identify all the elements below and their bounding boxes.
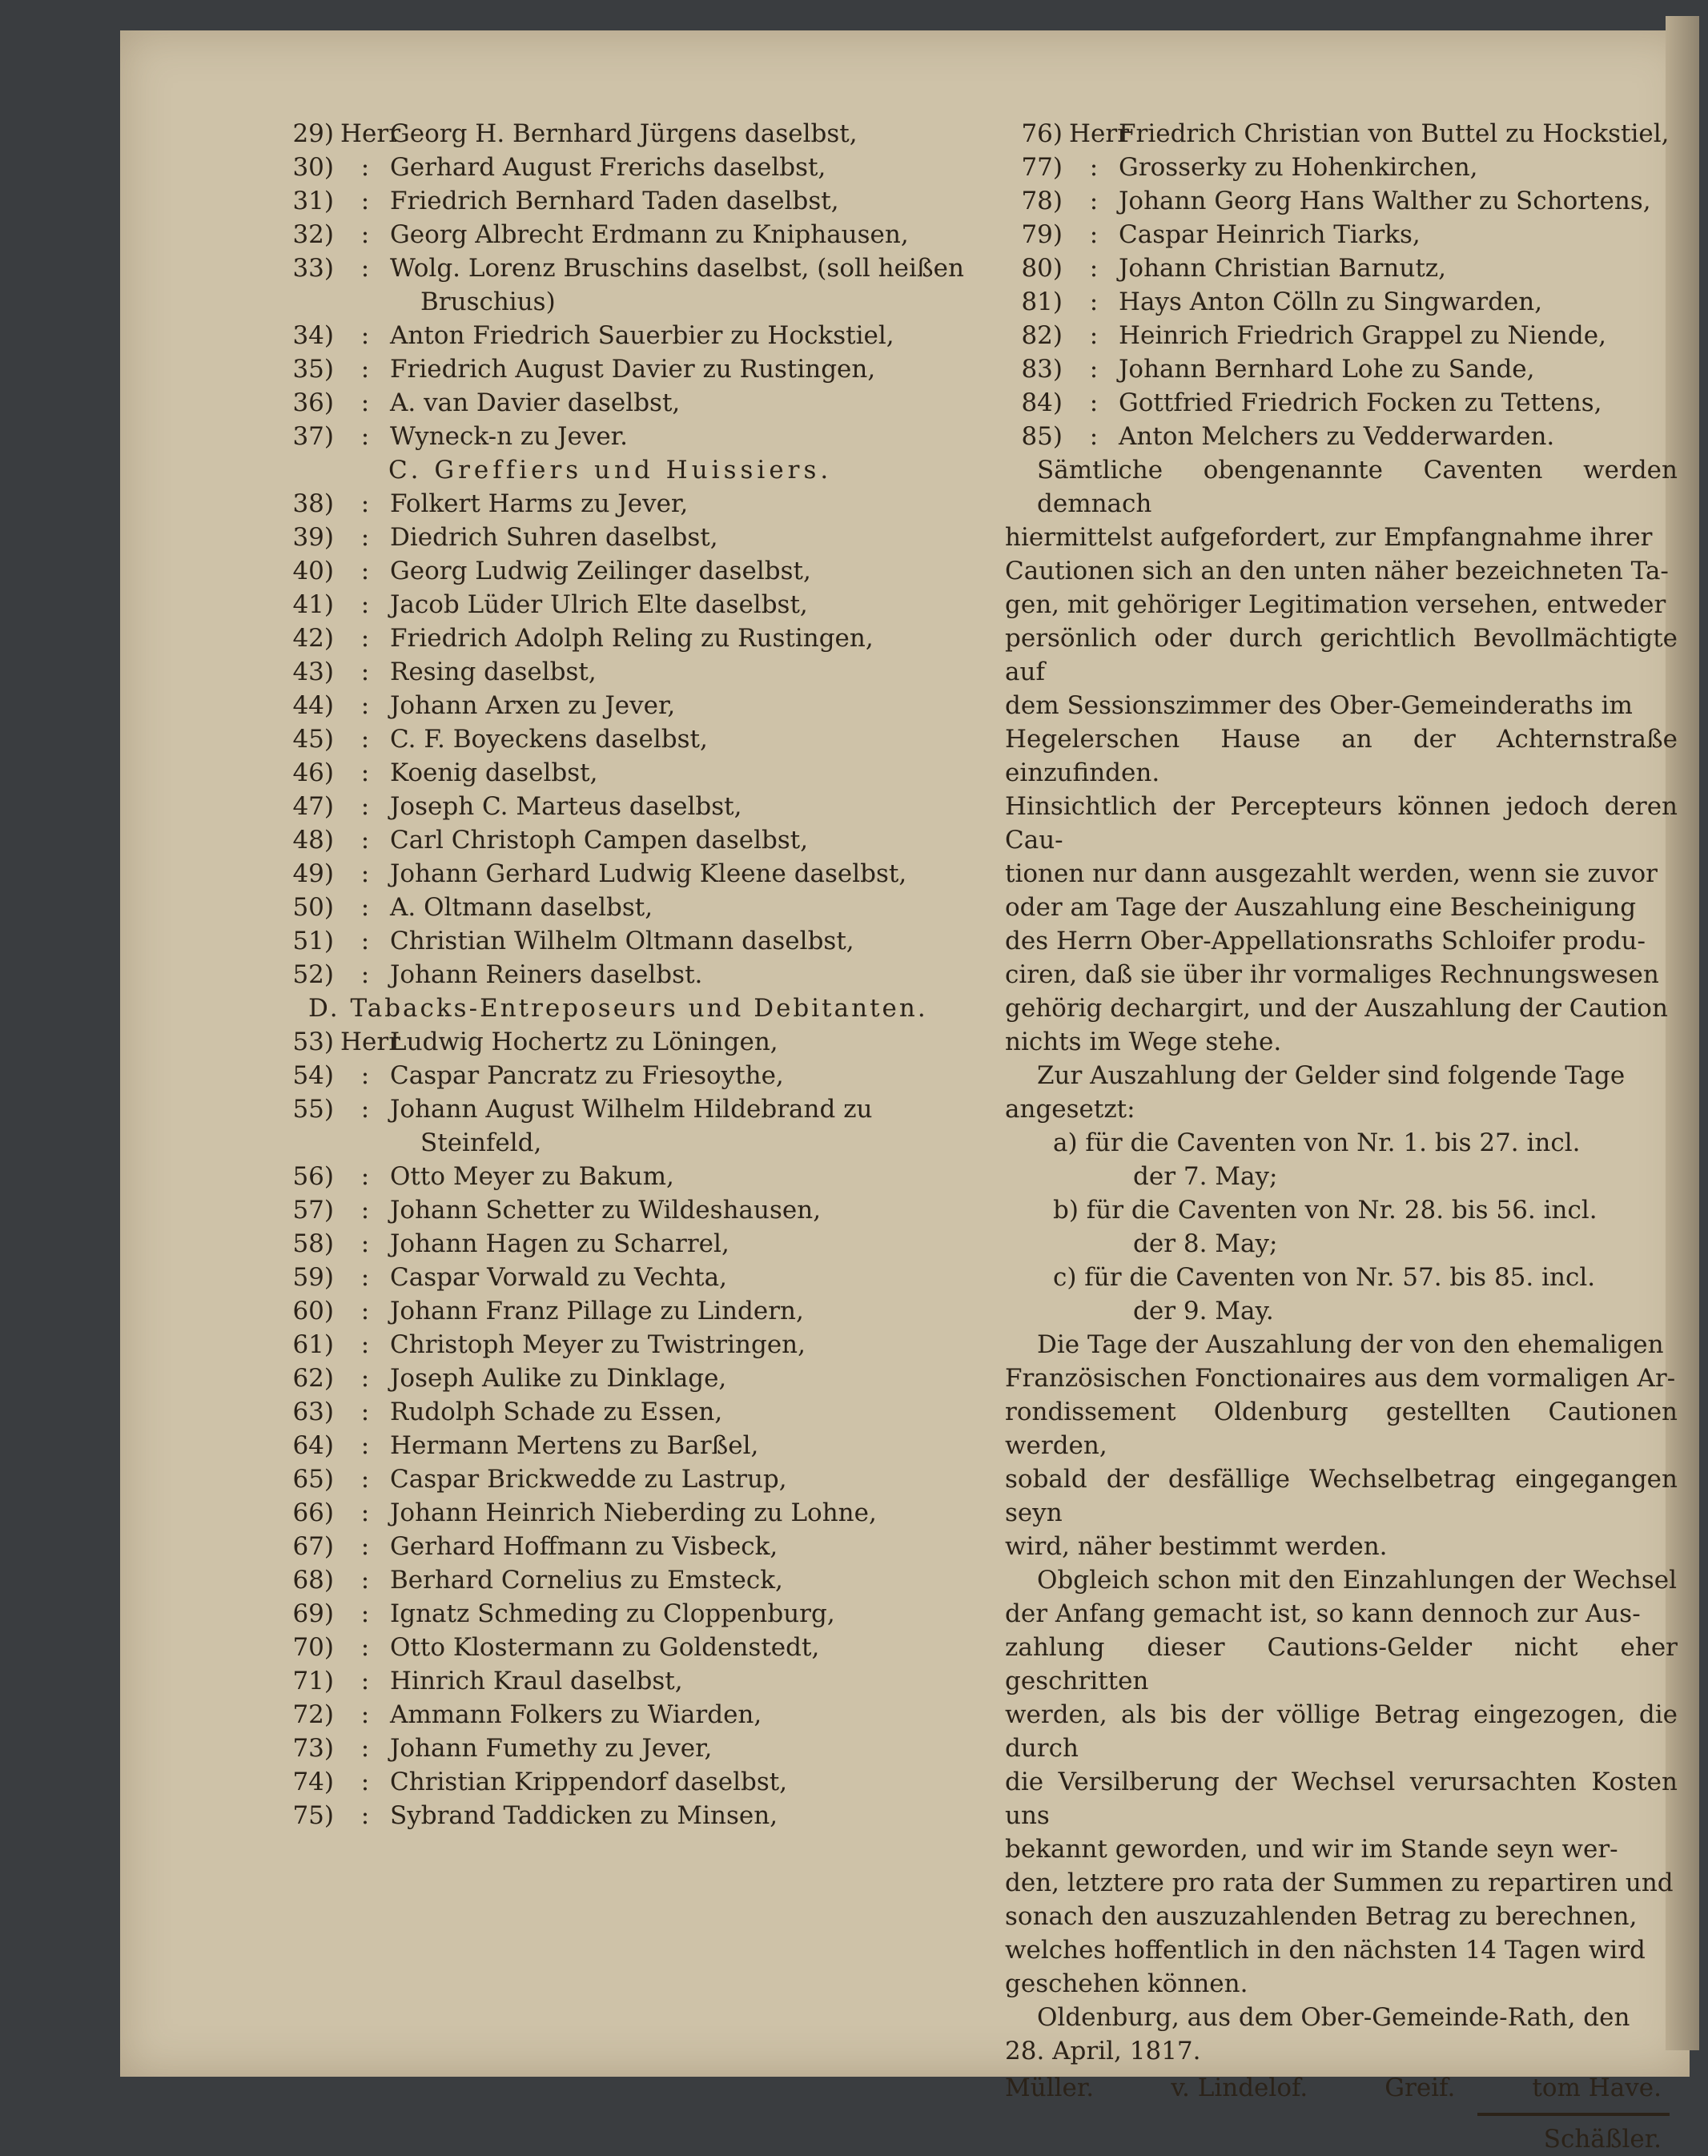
entry-number: 76) bbox=[1021, 119, 1063, 148]
entry-title: Herr bbox=[1069, 119, 1130, 148]
entry-number: 85) bbox=[1021, 422, 1063, 451]
entry-title: : bbox=[360, 927, 370, 955]
date-sub: der 8. May; bbox=[1133, 1229, 1278, 1258]
entry-number: 72) bbox=[292, 1700, 334, 1729]
entry-title: Herr bbox=[340, 119, 401, 148]
list-item bbox=[1005, 420, 1678, 453]
entry-title: : bbox=[360, 1498, 370, 1527]
entry-title: : bbox=[360, 187, 370, 215]
list-item bbox=[276, 823, 981, 857]
paragraph-line: tionen nur dann ausgezahlt werden, wenn sie zuvor bbox=[1005, 859, 1658, 888]
entry-number: 65) bbox=[292, 1465, 334, 1494]
entry-text: Heinrich Friedrich Grappel zu Niende, bbox=[1119, 321, 1606, 350]
entry-text: Otto Meyer zu Bakum, bbox=[390, 1162, 674, 1191]
place-date bbox=[1005, 2001, 1678, 2068]
entry-text: Johann August Wilhelm Hildebrand zu bbox=[390, 1095, 873, 1124]
entry-number: 82) bbox=[1021, 321, 1063, 350]
list-item bbox=[276, 1261, 981, 1294]
list-item bbox=[276, 689, 981, 722]
paragraph-line: Hegelerschen Hause an der Achternstraße einzufinden. bbox=[1005, 725, 1678, 787]
paragraph-line: sonach den auszuzahlenden Betrag zu berechnen, bbox=[1005, 1902, 1638, 1931]
list-item bbox=[276, 621, 981, 655]
entry-text: Johann Gerhard Ludwig Kleene daselbst, bbox=[390, 859, 907, 888]
list-item bbox=[276, 1462, 981, 1496]
entry-number: 53) bbox=[292, 1028, 334, 1056]
signature-name: Greif. bbox=[1384, 2074, 1456, 2102]
paragraph-line: dem Sessionszimmer des Ober-Gemeinderaths im bbox=[1005, 691, 1633, 720]
entry-text: Otto Klostermann zu Goldenstedt, bbox=[390, 1633, 820, 1662]
entry-text: Wyneck-n zu Jever. bbox=[390, 422, 628, 451]
entry-title: : bbox=[360, 859, 370, 888]
entry-number: 42) bbox=[292, 624, 334, 653]
paragraph-line: Die Tage der Auszahlung der von den ehemaligen bbox=[1037, 1330, 1664, 1359]
paragraph-line: angesetzt: bbox=[1005, 1095, 1135, 1124]
entry-text: Friedrich Adolph Reling zu Rustingen, bbox=[390, 624, 874, 653]
list-item bbox=[1005, 386, 1678, 420]
paragraph-line: 28. April, 1817. bbox=[1005, 2037, 1201, 2065]
entry-title: : bbox=[360, 1162, 370, 1191]
entry-number: 55) bbox=[292, 1095, 334, 1124]
entry-text: Jacob Lüder Ulrich Elte daselbst, bbox=[390, 590, 808, 619]
date-sub: der 7. May; bbox=[1133, 1162, 1278, 1191]
list-item bbox=[276, 1126, 981, 1160]
entry-number: 84) bbox=[1021, 388, 1063, 417]
list-item bbox=[276, 487, 981, 521]
entry-title: : bbox=[360, 254, 370, 283]
entry-title: : bbox=[360, 725, 370, 754]
entry-text: Johann Reiners daselbst. bbox=[390, 960, 703, 989]
list-item bbox=[276, 1664, 981, 1698]
entry-title: : bbox=[360, 893, 370, 922]
list-item bbox=[276, 521, 981, 554]
entry-number: 78) bbox=[1021, 187, 1063, 215]
list-item bbox=[276, 1631, 981, 1664]
list-item bbox=[276, 958, 981, 992]
entry-number: 44) bbox=[292, 691, 334, 720]
section-heading-d: D. Tabacks-Entreposeurs und Debitanten. bbox=[308, 994, 928, 1023]
entry-text: Joseph Aulike zu Dinklage, bbox=[390, 1364, 727, 1393]
entry-number: 66) bbox=[292, 1498, 334, 1527]
paragraph-line: Französischen Fonctionaires aus dem vormaligen Ar- bbox=[1005, 1364, 1676, 1393]
entry-title: : bbox=[360, 960, 370, 989]
entry-number: 70) bbox=[292, 1633, 334, 1662]
entry-text: Wolg. Lorenz Bruschins daselbst, (soll heißen bbox=[390, 254, 964, 283]
entry-text: Caspar Pancratz zu Friesoythe, bbox=[390, 1061, 784, 1090]
entry-number: 54) bbox=[292, 1061, 334, 1090]
list-item bbox=[276, 1294, 981, 1328]
list-item bbox=[276, 722, 981, 756]
paragraph-line: Cautionen sich an den unten näher bezeichneten Ta- bbox=[1005, 557, 1669, 585]
entry-text: Gerhard August Frerichs daselbst, bbox=[390, 153, 826, 182]
entry-text: Sybrand Taddicken zu Minsen, bbox=[390, 1801, 778, 1830]
entry-text: Hermann Mertens zu Barßel, bbox=[390, 1431, 759, 1460]
entry-title: : bbox=[1089, 388, 1099, 417]
entry-number: 35) bbox=[292, 355, 334, 384]
entry-text: Grosserky zu Hohenkirchen, bbox=[1119, 153, 1478, 182]
entry-number: 59) bbox=[292, 1263, 334, 1292]
entry-title: : bbox=[360, 1095, 370, 1124]
paragraph-line: sobald der desfällige Wechselbetrag eingegangen seyn bbox=[1005, 1465, 1678, 1527]
paragraph-line: zahlung dieser Cautions-Gelder nicht eher geschritten bbox=[1005, 1633, 1678, 1695]
entry-text: Friedrich Bernhard Taden daselbst, bbox=[390, 187, 839, 215]
list-item bbox=[276, 1530, 981, 1563]
entry-text: Joseph C. Marteus daselbst, bbox=[390, 792, 742, 821]
entry-text: Johann Fumethy zu Jever, bbox=[390, 1734, 713, 1763]
list-item bbox=[276, 857, 981, 891]
list-item bbox=[276, 117, 981, 151]
entry-number: 50) bbox=[292, 893, 334, 922]
entry-text: Georg Ludwig Zeilinger daselbst, bbox=[390, 557, 811, 585]
entry-number: 80) bbox=[1021, 254, 1063, 283]
list-item bbox=[276, 1698, 981, 1732]
entry-title: : bbox=[360, 792, 370, 821]
entry-list-d bbox=[276, 1025, 981, 1832]
entry-title: : bbox=[360, 1734, 370, 1763]
list-item bbox=[276, 319, 981, 352]
entry-number: 62) bbox=[292, 1364, 334, 1393]
entry-title: : bbox=[360, 1599, 370, 1628]
entry-title: : bbox=[360, 1431, 370, 1460]
entry-text: Georg Albrecht Erdmann zu Kniphausen, bbox=[390, 220, 909, 249]
entry-list-right bbox=[1005, 117, 1678, 453]
entry-title: : bbox=[360, 1465, 370, 1494]
entry-title: : bbox=[1089, 321, 1099, 350]
entry-number: 83) bbox=[1021, 355, 1063, 384]
list-item bbox=[1005, 151, 1678, 184]
entry-title: : bbox=[360, 489, 370, 518]
entry-number: 36) bbox=[292, 388, 334, 417]
paragraph-line: Hinsichtlich der Percepteurs können jedoch deren Cau- bbox=[1005, 792, 1678, 855]
list-item bbox=[276, 756, 981, 790]
entry-number: 43) bbox=[292, 658, 334, 686]
list-item bbox=[276, 1362, 981, 1395]
entry-text: Georg H. Bernhard Jürgens daselbst, bbox=[390, 119, 858, 148]
paragraph-line: des Herrn Ober-Appellationsraths Schloifer produ- bbox=[1005, 927, 1646, 955]
entry-title: : bbox=[360, 321, 370, 350]
list-item bbox=[276, 790, 981, 823]
entry-title: : bbox=[1089, 187, 1099, 215]
list-item bbox=[1005, 117, 1678, 151]
entry-number: 64) bbox=[292, 1431, 334, 1460]
entry-number: 60) bbox=[292, 1297, 334, 1325]
entry-title: : bbox=[360, 624, 370, 653]
list-item bbox=[276, 1025, 981, 1059]
list-item bbox=[276, 352, 981, 386]
payout-dates bbox=[1005, 1126, 1678, 1328]
entry-number: 34) bbox=[292, 321, 334, 350]
date-main: b) für die Caventen von Nr. 28. bis 56. incl. bbox=[1053, 1196, 1597, 1225]
entry-list-c bbox=[276, 487, 981, 992]
entry-title: : bbox=[360, 1196, 370, 1225]
entry-text: Johann Arxen zu Jever, bbox=[390, 691, 676, 720]
entry-title: : bbox=[360, 1398, 370, 1426]
paragraph-line: der Anfang gemacht ist, so kann dennoch zur Aus- bbox=[1005, 1599, 1641, 1628]
notice-paragraph-3 bbox=[1005, 1328, 1678, 1563]
list-item bbox=[276, 1429, 981, 1462]
list-item bbox=[1005, 285, 1678, 319]
entry-text: Johann Schetter zu Wildeshausen, bbox=[390, 1196, 822, 1225]
signature-name: v. Lindelof. bbox=[1171, 2074, 1308, 2102]
entry-number: 31) bbox=[292, 187, 334, 215]
entry-text: Hays Anton Cölln zu Singwarden, bbox=[1119, 288, 1543, 316]
entry-text: Ammann Folkers zu Wiarden, bbox=[390, 1700, 762, 1729]
entry-number: 45) bbox=[292, 725, 334, 754]
list-item bbox=[276, 1765, 981, 1799]
paragraph-line: Oldenburg, aus dem Ober-Gemeinde-Rath, den bbox=[1037, 2003, 1630, 2032]
signatures bbox=[1005, 2071, 1678, 2105]
date-item bbox=[1053, 1126, 1678, 1193]
entry-number: 38) bbox=[292, 489, 334, 518]
paragraph-line: gen, mit gehöriger Legitimation versehen, entweder bbox=[1005, 590, 1666, 619]
list-item bbox=[276, 285, 981, 319]
entry-title: : bbox=[1089, 288, 1099, 316]
entry-title: : bbox=[360, 523, 370, 552]
entry-text: Johann Bernhard Lohe zu Sande, bbox=[1119, 355, 1535, 384]
entry-title: : bbox=[360, 1229, 370, 1258]
paragraph-line: hiermittelst aufgefordert, zur Empfangnahme ihrer bbox=[1005, 523, 1653, 552]
list-item bbox=[276, 655, 981, 689]
entry-title: : bbox=[1089, 153, 1099, 182]
entry-text: Caspar Vorwald zu Vechta, bbox=[390, 1263, 727, 1292]
entry-text: Steinfeld, bbox=[420, 1128, 542, 1157]
entry-title: : bbox=[360, 1061, 370, 1090]
entry-number: 79) bbox=[1021, 220, 1063, 249]
entry-text: Christoph Meyer zu Twistringen, bbox=[390, 1330, 806, 1359]
entry-text: Ludwig Hochertz zu Löningen, bbox=[390, 1028, 778, 1056]
list-item bbox=[276, 251, 981, 285]
paragraph-line: geschehen können. bbox=[1005, 1969, 1248, 1998]
entry-number: 40) bbox=[292, 557, 334, 585]
entry-text: Gerhard Hoffmann zu Visbeck, bbox=[390, 1532, 778, 1561]
paragraph-line: gehörig dechargirt, und der Auszahlung der Caution bbox=[1005, 994, 1668, 1023]
entry-number: 30) bbox=[292, 153, 334, 182]
entry-text: Christian Krippendorf daselbst, bbox=[390, 1768, 788, 1796]
entry-title: : bbox=[360, 422, 370, 451]
entry-number: 39) bbox=[292, 523, 334, 552]
entry-title: : bbox=[360, 1633, 370, 1662]
entry-title: : bbox=[360, 1330, 370, 1359]
list-item bbox=[276, 1059, 981, 1092]
entry-number: 32) bbox=[292, 220, 334, 249]
entry-text: C. F. Boyeckens daselbst, bbox=[390, 725, 708, 754]
section-heading-c: C. Greffiers und Huissiers. bbox=[388, 456, 833, 485]
entry-title: : bbox=[360, 1364, 370, 1393]
paragraph-line: wird, näher bestimmt werden. bbox=[1005, 1532, 1388, 1561]
entry-text: Berhard Cornelius zu Emsteck, bbox=[390, 1566, 783, 1595]
entry-text: Ignatz Schmeding zu Cloppenburg, bbox=[390, 1599, 835, 1628]
entry-number: 48) bbox=[292, 826, 334, 855]
entry-text: A. Oltmann daselbst, bbox=[390, 893, 653, 922]
entry-number: 69) bbox=[292, 1599, 334, 1628]
entry-title: : bbox=[360, 388, 370, 417]
entry-text: Caspar Heinrich Tiarks, bbox=[1119, 220, 1421, 249]
entry-number: 63) bbox=[292, 1398, 334, 1426]
entry-number: 29) bbox=[292, 119, 334, 148]
entry-number: 47) bbox=[292, 792, 334, 821]
entry-title: : bbox=[360, 1263, 370, 1292]
entry-title: : bbox=[1089, 422, 1099, 451]
signature-name: Müller. bbox=[1005, 2074, 1095, 2102]
entry-text: Anton Friedrich Sauerbier zu Hockstiel, bbox=[390, 321, 894, 350]
entry-number: 33) bbox=[292, 254, 334, 283]
date-item bbox=[1053, 1193, 1678, 1261]
list-item bbox=[276, 151, 981, 184]
entry-text: Resing daselbst, bbox=[390, 658, 597, 686]
paragraph-line: oder am Tage der Auszahlung eine Bescheinigung bbox=[1005, 893, 1637, 922]
entry-number: 52) bbox=[292, 960, 334, 989]
entry-number: 68) bbox=[292, 1566, 334, 1595]
notice-paragraph-1 bbox=[1005, 453, 1678, 1059]
entry-text: Christian Wilhelm Oltmann daselbst, bbox=[390, 927, 854, 955]
list-item bbox=[276, 218, 981, 251]
list-item bbox=[276, 1732, 981, 1765]
paragraph-line: nichts im Wege stehe. bbox=[1005, 1028, 1282, 1056]
entry-text: Johann Franz Pillage zu Lindern, bbox=[390, 1297, 804, 1325]
entry-number: 57) bbox=[292, 1196, 334, 1225]
entry-title: : bbox=[360, 590, 370, 619]
entry-title: : bbox=[1089, 355, 1099, 384]
entry-title: : bbox=[360, 557, 370, 585]
entry-title: : bbox=[360, 153, 370, 182]
list-item bbox=[276, 1328, 981, 1362]
entry-text: A. van Davier daselbst, bbox=[390, 388, 681, 417]
entry-text: Diedrich Suhren daselbst, bbox=[390, 523, 718, 552]
entry-number: 61) bbox=[292, 1330, 334, 1359]
entry-text: Johann Heinrich Nieberding zu Lohne, bbox=[390, 1498, 877, 1527]
entry-title: : bbox=[360, 758, 370, 787]
entry-title: : bbox=[360, 1801, 370, 1830]
entry-number: 58) bbox=[292, 1229, 334, 1258]
paragraph-line: ciren, daß sie über ihr vormaliges Rechnungswesen bbox=[1005, 960, 1659, 989]
entry-number: 67) bbox=[292, 1532, 334, 1561]
entry-title: : bbox=[360, 1566, 370, 1595]
list-item bbox=[276, 1799, 981, 1832]
entry-number: 75) bbox=[292, 1801, 334, 1830]
entry-number: 49) bbox=[292, 859, 334, 888]
list-item bbox=[276, 1227, 981, 1261]
list-item bbox=[276, 420, 981, 453]
entry-title: Herr bbox=[340, 1028, 401, 1056]
list-item bbox=[276, 1563, 981, 1597]
entry-text: Johann Georg Hans Walther zu Schortens, bbox=[1119, 187, 1651, 215]
list-item bbox=[276, 588, 981, 621]
notice-paragraph-2 bbox=[1005, 1059, 1678, 1126]
entry-text: Hinrich Kraul daselbst, bbox=[390, 1667, 683, 1695]
paragraph-line: die Versilberung der Wechsel verursachten Kosten uns bbox=[1005, 1768, 1678, 1830]
list-item bbox=[276, 924, 981, 958]
entry-text: Koenig daselbst, bbox=[390, 758, 598, 787]
entry-title: : bbox=[360, 658, 370, 686]
list-item bbox=[276, 1193, 981, 1227]
entry-number: 74) bbox=[292, 1768, 334, 1796]
entry-title: : bbox=[360, 826, 370, 855]
entry-text: Johann Christian Barnutz, bbox=[1119, 254, 1446, 283]
entry-list-b bbox=[276, 117, 981, 453]
paragraph-line: den, letztere pro rata der Summen zu repartiren und bbox=[1005, 1868, 1674, 1897]
list-item bbox=[276, 891, 981, 924]
list-item bbox=[1005, 319, 1678, 352]
entry-number: 73) bbox=[292, 1734, 334, 1763]
entry-text: Friedrich Christian von Buttel zu Hockstiel, bbox=[1119, 119, 1670, 148]
entry-title: : bbox=[360, 1532, 370, 1561]
right-column bbox=[1005, 117, 1678, 2156]
entry-text: Carl Christoph Campen daselbst, bbox=[390, 826, 809, 855]
list-item bbox=[276, 1597, 981, 1631]
list-item bbox=[1005, 251, 1678, 285]
entry-text: Caspar Brickwedde zu Lastrup, bbox=[390, 1465, 787, 1494]
list-item bbox=[1005, 184, 1678, 218]
paragraph-line: welches hoffentlich in den nächsten 14 Tagen wird bbox=[1005, 1936, 1646, 1965]
entry-title: : bbox=[360, 1667, 370, 1695]
paragraph-line: werden, als bis der völlige Betrag eingezogen, die durch bbox=[1005, 1700, 1678, 1763]
entry-number: 46) bbox=[292, 758, 334, 787]
paragraph-line: persönlich oder durch gerichtlich Bevollmächtigte auf bbox=[1005, 624, 1678, 686]
date-sub: der 9. May. bbox=[1133, 1297, 1274, 1325]
entry-text: Bruschius) bbox=[420, 288, 556, 316]
entry-title: : bbox=[1089, 254, 1099, 283]
entry-number: 37) bbox=[292, 422, 334, 451]
signature-name: tom Have. bbox=[1532, 2074, 1662, 2102]
entry-title: : bbox=[360, 1297, 370, 1325]
entry-text: Anton Melchers zu Vedderwarden. bbox=[1119, 422, 1555, 451]
list-item bbox=[276, 184, 981, 218]
date-main: c) für die Caventen von Nr. 57. bis 85. incl. bbox=[1053, 1263, 1596, 1292]
entry-title: : bbox=[1089, 220, 1099, 249]
entry-text: Rudolph Schade zu Essen, bbox=[390, 1398, 723, 1426]
list-item bbox=[276, 1092, 981, 1126]
paragraph-line: bekannt geworden, und wir im Stande seyn wer- bbox=[1005, 1835, 1618, 1864]
paragraph-line: Obgleich schon mit den Einzahlungen der Wechsel bbox=[1037, 1566, 1677, 1595]
list-item bbox=[276, 554, 981, 588]
entry-number: 41) bbox=[292, 590, 334, 619]
list-item bbox=[276, 386, 981, 420]
entry-text: Johann Hagen zu Scharrel, bbox=[390, 1229, 729, 1258]
entry-title: : bbox=[360, 355, 370, 384]
notice-paragraph-4 bbox=[1005, 1563, 1678, 2001]
list-item bbox=[276, 1496, 981, 1530]
entry-number: 51) bbox=[292, 927, 334, 955]
paragraph-line: Zur Auszahlung der Gelder sind folgende Tage bbox=[1037, 1061, 1626, 1090]
entry-title: : bbox=[360, 220, 370, 249]
date-item bbox=[1053, 1261, 1678, 1328]
entry-number: 56) bbox=[292, 1162, 334, 1191]
date-main: a) für die Caventen von Nr. 1. bis 27. incl. bbox=[1053, 1128, 1581, 1157]
entry-text: Folkert Harms zu Jever, bbox=[390, 489, 689, 518]
entry-title: : bbox=[360, 691, 370, 720]
left-column bbox=[276, 117, 981, 1832]
entry-number: 77) bbox=[1021, 153, 1063, 182]
entry-number: 71) bbox=[292, 1667, 334, 1695]
entry-text: Gottfried Friedrich Focken zu Tettens, bbox=[1119, 388, 1602, 417]
list-item bbox=[276, 1395, 981, 1429]
entry-title: : bbox=[360, 1768, 370, 1796]
clerk-signature: Schäßler. bbox=[1543, 2125, 1662, 2154]
entry-title: : bbox=[360, 1700, 370, 1729]
entry-number: 81) bbox=[1021, 288, 1063, 316]
paragraph-line: Sämtliche obengenannte Caventen werden demnach bbox=[1037, 456, 1678, 518]
signature-rule bbox=[1477, 2113, 1670, 2116]
list-item bbox=[276, 1160, 981, 1193]
paragraph-line: rondissement Oldenburg gestellten Cautionen werden, bbox=[1005, 1398, 1678, 1460]
list-item bbox=[1005, 218, 1678, 251]
list-item bbox=[1005, 352, 1678, 386]
entry-text: Friedrich August Davier zu Rustingen, bbox=[390, 355, 876, 384]
